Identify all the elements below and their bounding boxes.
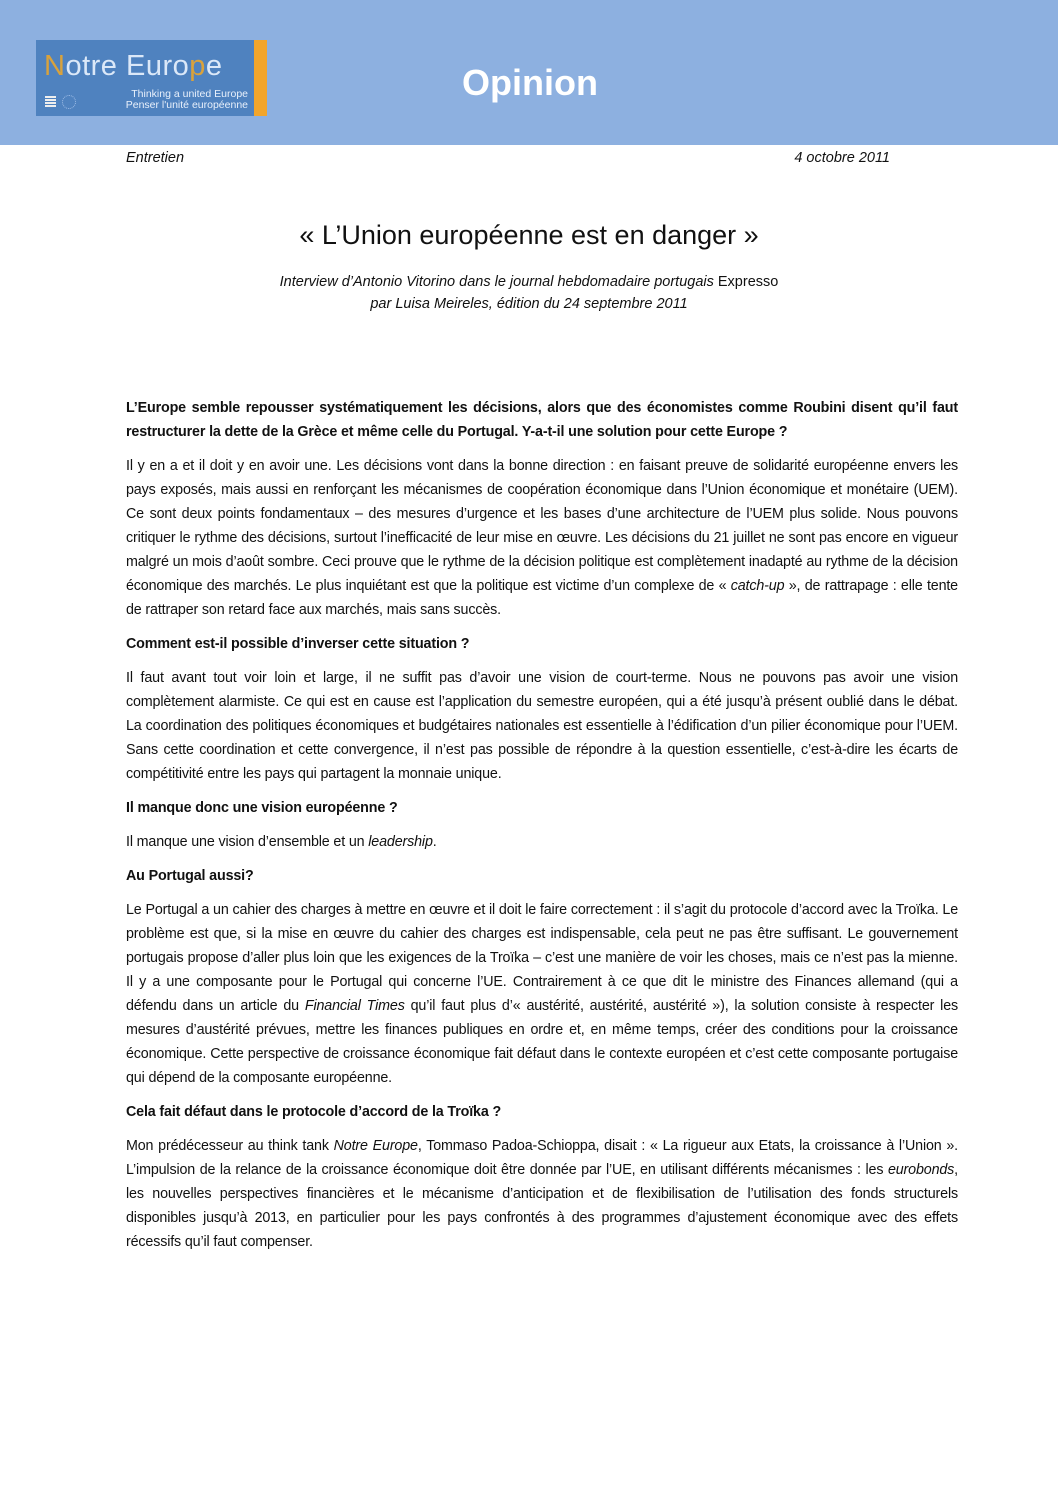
text-segment: , les nouvelles perspectives financières et le mécanisme d’anticipation et de flexibilisation de l’utilisation des fonds structurels disponibles jusqu’à 2013, en particulier pour les pays confrontés à des programmes d’ajustement économique avec des effets récessifs qu’il faut compenser. [126, 1162, 958, 1250]
interview-question [126, 864, 958, 888]
text-segment: Le Portugal a un cahier des charges à mettre en œuvre et il doit le faire correctement : il s’agit du protocole d’accord avec la Troïka. Le problème est que, si la mise en œuvre du cahier des charges est indispensable, cela peut ne pas être suffisant. Le gouvernement portugais propose d’aller plus loin que les exigences de la Troïka – c’est une manière de voir les choses, mais ce n’est pas la mienne. Il y a une composante pour le Portugal qui concerne l’UE. Contrairement à ce que dit le ministre des Finances allemand (qui a défendu dans un article du [126, 902, 958, 1014]
text-segment: , Tommaso Padoa-Schioppa, disait : « La rigueur aux Etats, la croissance à l’Union ». L’impulsion de la relance de la croissance économique doit être donnée par l’UE, en utilisant différents mécanismes : les [126, 1138, 958, 1178]
text-segment: L’Europe semble repousser systématiquement les décisions, alors que des économistes comme Roubini disent qu’il faut restructurer la dette de la Grèce et même celle du Portugal. Y-a-t-il une solution pour cette Europe ? [126, 400, 958, 440]
logo-tagline-fr: Penser l'unité européenne [125, 99, 248, 111]
article-subtitle [0, 271, 1058, 315]
italic-text: Notre Europe [333, 1138, 418, 1154]
logo-tagline [126, 89, 248, 111]
interview-answer [126, 454, 958, 622]
text-segment: qu’il faut plus d’« austérité, austérité, austérité »), la solution consiste à respecter les mesures d’austérité prévues, mettre les finances publiques en ordre et, en même temps, créer des conditions pour la croissance économique. Cette perspective de croissance économique fait défaut dans le contexte européen et c’est cette composante portugaise qui dépend de la composante européenne. [126, 998, 959, 1086]
notre-europe-logo [36, 40, 254, 116]
category-label: Entretien [126, 150, 185, 166]
date-label: 4 octobre 2011 [794, 150, 890, 166]
italic-text: leadership [368, 834, 433, 850]
italic-text: Financial Times [304, 998, 405, 1014]
interview-question [126, 396, 958, 444]
text-segment: Cela fait défaut dans le protocole d’accord de la Troïka ? [126, 1104, 502, 1120]
header-banner [0, 0, 1058, 145]
text-segment: Il manque donc une vision européenne ? [126, 800, 398, 816]
section-title: Opinion [462, 62, 598, 103]
subtitle-line2: par Luisa Meireles, édition du 24 septembre 2011 [370, 296, 688, 312]
article-title: « L’Union européenne est en danger » [299, 220, 759, 250]
text-segment: Mon prédécesseur au think tank [126, 1138, 334, 1154]
text-segment: Comment est-il possible d’inverser cette situation ? [126, 636, 470, 652]
article-body [126, 396, 958, 1264]
eu-stars-icon [62, 95, 76, 109]
interview-question [126, 796, 958, 820]
interview-answer [126, 830, 958, 854]
text-segment: Au Portugal aussi? [126, 868, 254, 884]
interview-question [126, 632, 958, 656]
interview-answer [126, 1134, 958, 1254]
italic-text: eurobonds [887, 1162, 955, 1178]
text-segment: Il faut avant tout voir loin et large, il ne suffit pas d’avoir une vision de court-terme. Nous ne pouvons pas avoir une vision complètement alarmiste. Ce qui est en cause est l’application du semestre européen, qui a été jusqu’à présent oublié dans le débat. La coordination des politiques économiques et budgétaires nationales est essentielle à l’édification d’un pilier économique pour l’UEM. Sans cette coordination et cette convergence, il n’est pas possible de répondre à la question essentielle, c’est-à-dire les écarts de compétitivité entre les pays qui partagent la monnaie unique. [126, 670, 958, 782]
text-segment: Il manque une vision d’ensemble et un [126, 834, 369, 850]
interview-answer [126, 898, 958, 1090]
text-segment: Il y en a et il doit y en avoir une. Les décisions vont dans la bonne direction : en faisant preuve de solidarité européenne envers les pays exposés, mais aussi en renforçant les mécanismes de coopération économique dans l’Union économique et monétaire (UEM). Ce sont deux points fondamentaux – des mesures d’urgence et les bases d’une architecture de l’UEM plus solide. Nous pouvons critiquer le rythme des décisions, surtout l’inefficacité de leur mise en œuvre. Les décisions du 21 juillet ne sont pas encore en vigueur malgré un mois d’août sombre. Ceci prouve que le rythme de la décision politique est complètement inadapté au rythme de la décision économique des marchés. Le plus inquiétant est que la politique est victime d’un complexe de « [126, 458, 958, 594]
italic-text: catch-up [730, 578, 785, 594]
logo-accent-bar [254, 40, 267, 116]
subtitle-line1: Interview d’Antonio Vitorino dans le journal hebdomadaire portugais [279, 274, 718, 290]
journal-name: Expresso [717, 274, 779, 290]
logo-name: Notre Europe [44, 50, 223, 82]
flag-icon [45, 96, 56, 108]
text-segment: . [432, 834, 437, 850]
interview-question [126, 1100, 958, 1124]
logo-tagline-en: Thinking a united Europe [131, 88, 248, 100]
text-segment: », de rattrapage : elle tente de rattraper son retard face aux marchés, mais sans succès. [126, 578, 958, 618]
interview-answer [126, 666, 958, 786]
